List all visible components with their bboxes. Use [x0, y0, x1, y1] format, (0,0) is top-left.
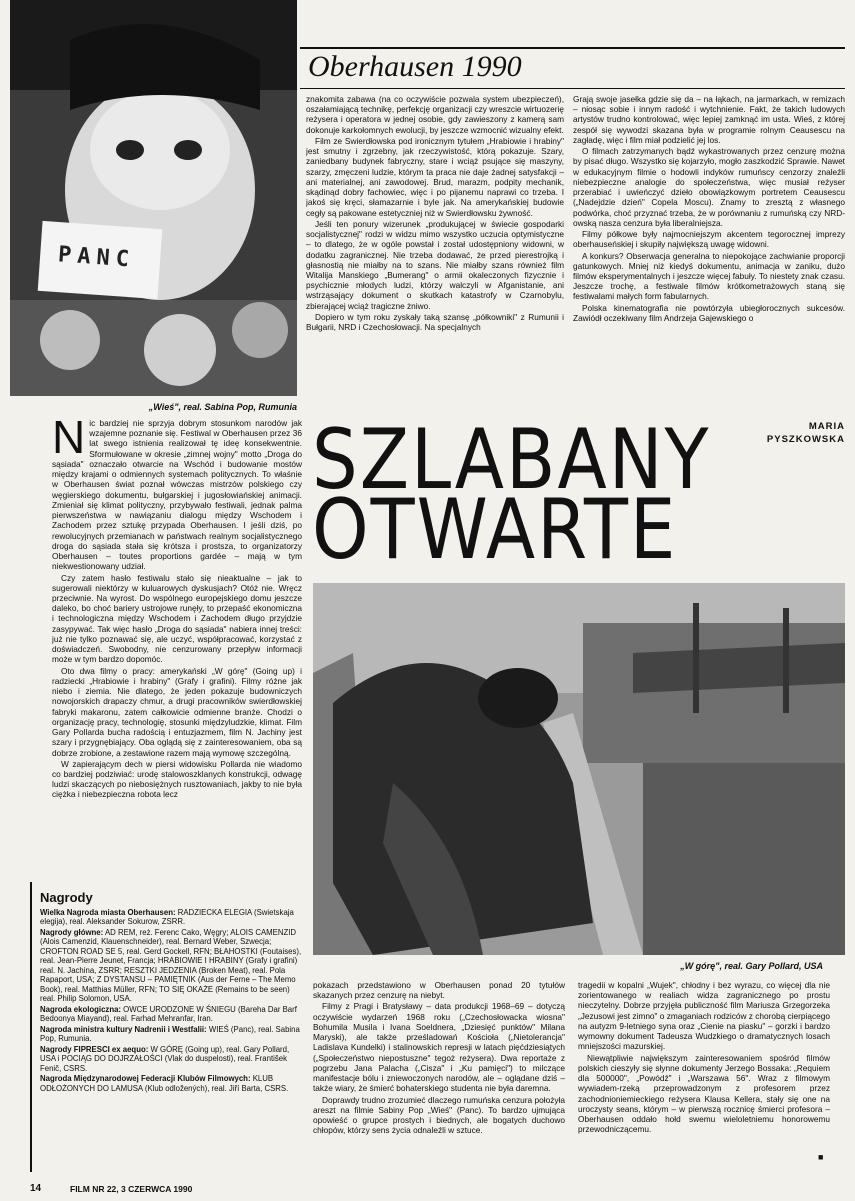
- prize-item: Nagroda ekologiczna: OWCE URODZONE W ŚNIEGU (Bareha Dar Barf Bedoonya Miayand), real. Farhad Mehranfar, Iran.: [40, 1004, 297, 1024]
- col3-top-paragraph: A konkurs? Obserwacja generalna to niepokojące zachwianie proporcji gatunkowych. Mniej niż kiedyś dokumentu, animacja w zaniku, dużo filmów eksperymentalnych i jeszcze więcej fabuły. To niestety znak czasu. Jeszcze trochę, a festiwale filmów krótkometrażowych staną się festiwalami małych form fabularnych.: [573, 250, 845, 302]
- prize-item: Nagroda Międzynarodowej Federacji Klubów Filmowych: KLUB ODŁOŻONYCH DO LAMUSA (Klub odložených), real. Jiří Barta, CSRS.: [40, 1074, 289, 1093]
- col1-paragraph: Czy zatem hasło festiwalu stało się nieaktualne – jak to sugerowali niektórzy w kuluarowych dyskusjach? Otóż nie. Wręcz przeciwnie. Na wyrost. Do wspólnego europejskiego domu jeszcze daleko, bo choć bariery ustrojowe runęły, to przepaść ekonomiczna i technologiczna między Wschodem i Zachodem długo przyjdzie zasypywać. Tak więc hasło „Droga do sąsiada" nabiera innej treści: już nie tylko poznawać się, ale uczyć, współpracować, korzystać z doświadczeń. Swobodny, nie cenzurowany przepływ informacji może w tym bardzo dopomóc.: [52, 572, 302, 665]
- drop-cap: N: [52, 418, 86, 463]
- column-2-top: [306, 94, 564, 410]
- col3-top-paragraph: O filmach zatrzymanych bądź wykastrowanych przez cenzurę można by pisać długo. Wszystko się kojarzyło, mogło zaszkodzić Sprawie. Nawet w edukacyjnym filmie o hodowli indyków rumuńscy cenzorzy znaleźli niebezpieczne analogie do społeczeństwa, więc musiał reżyser przerabiać i uwieńczyć dzieło obowiązkowym portretem Ceausescu („Nadejdzie dzień" Copela Moscu). Znamy to zresztą z własnego podwórka, choć przyznać trzeba, że w porównaniu z rumuńską czy NRD-owską nasza cenzura była liberalniejsza.: [573, 146, 845, 228]
- prize-item: Nagroda ministra kultury Nadrenii i Westfalii: WIEŚ (Panc), real. Sabina Pop, Rumunia.: [40, 1024, 300, 1044]
- photo-wies-image: [10, 0, 297, 396]
- col3-bottom-paragraph: Niewątpliwie największym zainteresowaniem spośród filmów polskich cieszyły się słynne dokumenty Jerzego Bossaka: „Requiem dla 500000", „Powódź" i „Warszawa 56". Wraz z filmowym wywiadem-rzeką przeprowadzonym z profesorem przez zachodnioniemieckiego reżysera Klausa Kellera, stały się one na uroczysty seans, którym – w pierwszą rocznicę śmierci profesora – Oberhausen oddało hołd swemu wieloletniemu honorowemu przewodniczącemu.: [578, 1052, 830, 1135]
- photo-sign-text: PANC: [57, 242, 136, 273]
- col2-top-paragraph: Dopiero w tym roku zyskały taką szansę „półkowniki" z Rumunii i Bułgarii, NRD i Czechosłowacji. Na specjalnych: [306, 311, 564, 333]
- photo-wies-caption: „Wieś", real. Sabina Pop, Rumunia: [148, 402, 297, 412]
- column-1-body: [52, 418, 302, 880]
- col3-bottom-paragraph: tragedii w kopalni „Wujek", chłodny i bez wyrazu, co więcej dla nie zorientowanego w realiach widza zagranicznego po prostu nieczytelny. Dobrze przyjęła publiczność film Mariusza Grzegorzeka „Jezusowi jest zimno" o zmaganiach rodziców z chorobą cierpiącego na autyzm 9-letniego syna oraz „Cienie na piasku" – gorzki i bardzo wymowny dokument Tadeusza Wudzkiego o dramatycznych losach mniejszości mazurskiej.: [578, 980, 830, 1052]
- column-3-top: [573, 94, 845, 410]
- col1-paragraph: Oto dwa filmy o pracy: amerykański „W górę" (Going up) i radziecki „Hrabiowie i hrabiny" (Grafy i grafini). Filmy różne jak niebo i ziemia. Nie dlatego, że jeden pokazuje budowniczych nowojorskich drapaczy chmur, a drugi pracowników swierdłowskiej fabryki makaronu, zatem całkowicie odmienne branże. Chodzi o organizację pracy, technologię, stosunki międzyludzkie, klimat. Film Gary Pollarda bucha radością i entuzjazmem, film N. Jachiny jest szary i przygnębiający. Oba oglądą się z zainteresowaniem, oba są dobrze zrobione, a zestawione razem mają wymowę szczególną.: [52, 665, 302, 758]
- col3-top-paragraph: Grają swoje jasełka gdzie się da – na łąkach, na jarmarkach, w remizach – niosąc sobie i innym radość i wytchnienie. Fakt, że takich ludowych artystów trudno kontrolować, więc lepiej zamknąć im usta. Wieś, z której zespół się wywodzi skazana była w programie rolnym Ceausescu na zagładę, więc i film miał podzielić jej los.: [573, 94, 845, 145]
- col2-top-paragraph: Film ze Swierdłowska pod ironicznym tytułem „Hrabiowie i hrabiny" jest smutny i zgrzebny, jak rzeczywistość, którą pokazuje. Szary, zaniedbany budynek fabryczny, stare i wciąż psujące się maszyny, szarzy, zmęczeni ludzie, którym ta praca nie daje żadnej satysfakcji – ani materialnej, ani zawodowej. Brud, marazm, podpity mechanik, skądinąd dobry fachowiec, więc i po pijanemu naprawi co trzeba. I jakoś się kręci, słamazarnie i byle jak. Na amerykańskiej budowie cegły są pakowane estetyczniej niż w Swierdłowsku żywność.: [306, 135, 564, 218]
- col2-bottom-paragraph: pokazach przedstawiono w Oberhausen ponad 20 tytułów skazanych przez cenzurę na niebyt.: [313, 980, 565, 1001]
- author: [700, 421, 845, 447]
- prize-item: Wielka Nagroda miasta Oberhausen: RADZIECKA ELEGIA (Swietskaja elegija), real. Aleksander Sokurow, ZSRR.: [40, 907, 294, 927]
- col1-paragraph: W zapierającym dech w piersi widowisku Pollarda nie wiadomo co bardziej podziwiać: urodę stalowoszklanych konstrukcji, odwagę ludzi skaczących po niebosiężnych rusztowaniach, jakby to nie była ciężka i niebezpieczna robota lecz: [52, 758, 302, 800]
- col2-top-paragraph: znakomita zabawa (na co oczywiście pozwala system ubezpieczeń), oszałamiającą technikę, perfekcję organizacji czy wreszcie wirtuozerię reżysera i operatora w jednej osobie, gdy zawieszony z kamerą sam dokonuje karkołomnych ewolucji, by jeszcze wzmocnić wizualny efekt.: [306, 94, 564, 135]
- kicker-rule-bottom: [300, 88, 845, 89]
- photo-w-gore-image: [313, 583, 845, 955]
- headline-line-1: SZLABANY: [312, 411, 711, 508]
- prizes-box: [30, 882, 302, 1172]
- col3-top-paragraph: Filmy półkowe były najmocniejszym akcentem tegorocznej imprezy oberhauseńskiej i skupiły największą uwagę widowni.: [573, 229, 845, 250]
- prize-item: Nagrody główne: AD REM, reż. Ferenc Cako, Węgry; ALOIS CAMENZID (Alois Camenzid, Klauenschneider), real. Bernard Weber, Szwecja; CROFTON ROAD SE 5, real. Gerd Gockell, RFN; BŁAHOSTKI (Foutaises), real. Jean-Pierre Jeunet, Francja; HRABIOWIE I HRABINY (Grafy i grafini) real. N. Jachina, ZSRR; RESZTKI JEDZENIA (Broken Meat), real. Pola Rapaport, USA; Z DYSTANSU – PAMIĘTNIK (Aus der Ferne – The Memo Book), real. Matthias Müller, RFN; TO SIĘ OKAŻE (Remains to be seen) real. Philip Solomon, USA.: [40, 927, 302, 1004]
- kicker-title: Oberhausen 1990: [308, 50, 522, 83]
- author-last-name: PYSZKOWSKA: [766, 433, 845, 445]
- author-first-name: MARIA: [808, 421, 845, 432]
- col2-bottom-paragraph: Filmy z Pragi i Bratysławy – data produkcji 1968–69 – dotyczą oczywiście wydarzeń 1968 roku („Czechosłowacka wiosna" Bohumila Musila i Ivana Soeldnera, „Dziesięć punktów" Milana Maryski), ale także prześladowań Kościoła („Nietolerancja" Ladislava Kundelki) i stalinowskich represji w latach pięćdziesiątych („Społeczeństwo niepostuszne" tegoż reżysera). Dwa reportaże z pogrzebu Jana Palacha („Cisza" i „Ku pamięci") to milczące manifestacje bólu i zniewoczonych narodów, ale – oglądane dziś – także wiary, że śmierć bohaterskiego studenta nie była daremna.: [313, 1001, 565, 1094]
- prize-item: Nagrody FIPRESCI ex aequo: W GÓRĘ (Going up), real. Gary Pollard, USA i POCIĄG DO DOJRZAŁOŚCI (Vlak do duspelosti), real. František Fenič, CSRS.: [40, 1044, 290, 1073]
- end-mark: ■: [818, 1152, 824, 1162]
- photo-w-gore-caption: „W górę", real. Gary Pollard, USA: [680, 961, 823, 971]
- col3-top-paragraph: Polska kinematografia nie powtórzyła ubiegłorocznych sukcesów. Zawiódł oczekiwany film Andrzeja Gajewskiego o: [573, 302, 845, 323]
- photo-w-gore: [313, 583, 845, 955]
- col2-top-paragraph: Jeśli ten ponury wizerunek „produkującej w świecie gospodarki socjalistycznej" rodzi w widzu mimo wszystko uczucia optymistyczne – to dlatego, że w ogóle powstał i został udostępniony widowni, w dodatku zagranicznej. Nie trzeba dodawać, że przed pierestrojką i głasnostią nie miałby na to szans. Nie miałby szans również film Witalija Manskiego „Bumerang" o armii okaleczonych fizycznie i psychicznie młodych ludzi, którzy walczyli w Afganistanie, ani wstrząsający dokument o skutkach katastrofy w Czarnobylu, zbierającej wciąż tragiczne żniwo.: [306, 218, 564, 311]
- col2-bottom-paragraph: Doprawdy trudno zrozumieć dlaczego rumuńska cenzura położyła areszt na filmie Sabiny Pop „Wieś" (Panc). To bardzo ujmująca opowieść o grupce prostych i biednych, ale bogatych duchowo chłopów, którzy sens życia odnaleźli w sztuce.: [313, 1094, 565, 1136]
- col1-paragraph: Nic bardziej nie sprzyja dobrym stosunkom narodów jak wzajemne poznanie się. Festiwal w Oberhausen przez 36 lat swego istnienia realizował tę ideę konsekwentnie. Sformułowane w okresie „zimnej wojny" motto „Droga do sąsiada" oznaczało otwarcie na Wschód i budowanie mostów między krajami o odmiennych systemach politycznych. To właśnie w Oberhausen świat poznał wówczas mistrzów polskiego czy węgierskiego dokumentu, bułgarskiej i jugosłowiańskiej animacji. Zmieniał się klimat polityczny, przybywało festiwali, jednak palma pierwszeństwa w nawiązaniu dialogu między Wschodem i Zachodem przez sztukę przypada Oberhausen. I jeśli dziś, po rewolucyjnych przemianach w państwach realnym socjalistycznego droga do sąsiada stała się krótsza i prostsza, to organizatorzy Oberhausen – toutes proportions gardée – mają w tym niekwestionowany udział.: [52, 418, 302, 572]
- prizes-title: Nagrody: [40, 890, 93, 905]
- column-3-bottom: [578, 980, 830, 1170]
- headline-line-2: OTWARTE: [312, 481, 678, 578]
- footer-issue: FILM NR 22, 3 CZERWCA 1990: [70, 1184, 193, 1194]
- photo-wies: [10, 0, 297, 396]
- column-2-bottom: [313, 980, 565, 1170]
- footer-page-number: 14: [30, 1183, 42, 1194]
- kicker-rule-top: [300, 47, 845, 49]
